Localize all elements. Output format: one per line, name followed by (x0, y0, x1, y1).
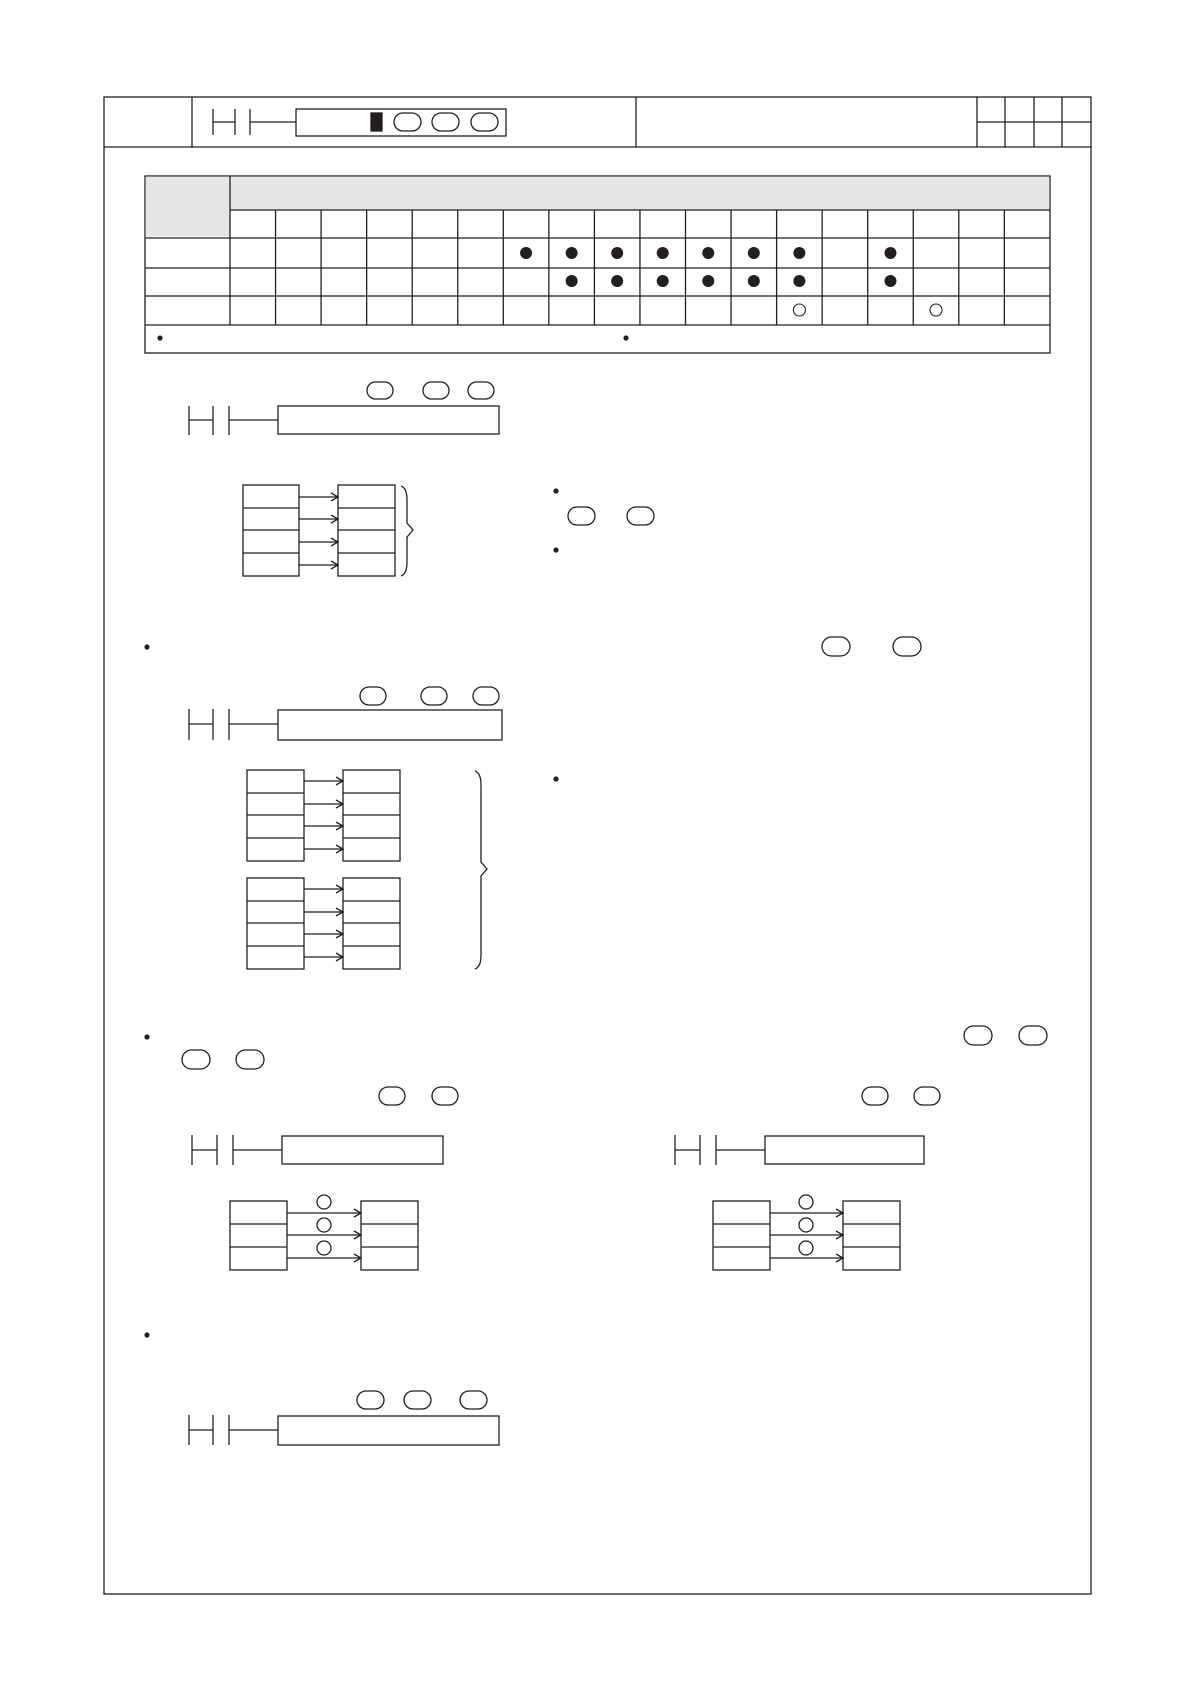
operand-oval (1019, 1026, 1047, 1045)
section-3-intro (144, 1026, 1047, 1069)
open-circle-mark (793, 304, 805, 316)
filled-dot-mark (657, 275, 669, 287)
section-4-bullet (144, 1332, 149, 1337)
section-2-ladder (189, 687, 502, 740)
device-table (145, 176, 1050, 353)
brace (401, 486, 413, 576)
filled-dot-mark (611, 275, 623, 287)
section-1-transfer-diagram (243, 485, 413, 576)
instruction-box (765, 1136, 924, 1164)
table-header-fill (146, 177, 230, 237)
operand-oval (468, 382, 494, 399)
operand-oval (404, 1391, 431, 1409)
operand-oval (914, 1087, 940, 1105)
section-1-bullets (553, 488, 654, 552)
filled-dot-mark (884, 275, 896, 287)
operand-oval-3 (471, 113, 498, 131)
filled-dot-mark (611, 247, 623, 259)
operand-oval-1 (394, 113, 421, 131)
operand-oval (822, 637, 850, 656)
header-contact-symbol (213, 109, 296, 135)
page-header (104, 97, 1091, 147)
operand-oval (236, 1050, 264, 1069)
footnote-bullet-1 (157, 335, 162, 340)
filled-dot-mark (520, 247, 532, 259)
section-3-ladder-right (675, 1087, 940, 1165)
filled-dot-mark (793, 275, 805, 287)
operand-oval (360, 687, 386, 705)
instruction-box (282, 1136, 443, 1164)
operand-oval (893, 637, 921, 656)
filled-dot-mark (884, 247, 896, 259)
filled-dot-mark (566, 275, 578, 287)
page-frame (104, 97, 1091, 1594)
operand-oval (367, 382, 393, 399)
filled-dot-mark (793, 247, 805, 259)
operand-oval (862, 1087, 888, 1105)
brace (475, 771, 487, 969)
filled-dot-mark (702, 275, 714, 287)
footnote-bullet-2 (623, 335, 628, 340)
section-4-ladder (189, 1391, 499, 1445)
section-1-ladder (189, 382, 499, 435)
operand-oval (421, 687, 447, 705)
open-circle-mark (930, 304, 942, 316)
table-header-fill-right (230, 177, 1049, 210)
operand-oval (182, 1050, 210, 1069)
instruction-box (278, 710, 502, 740)
filled-dot-mark (748, 275, 760, 287)
operand-oval (473, 687, 499, 705)
operand-oval (627, 507, 654, 525)
operand-oval (460, 1391, 487, 1409)
filled-dot-mark (657, 247, 669, 259)
operand-oval-2 (432, 113, 459, 131)
transfer-arrows (299, 493, 338, 569)
section-2-intro (144, 637, 921, 656)
operand-oval (423, 382, 449, 399)
operand-oval (379, 1087, 405, 1105)
operand-oval (432, 1087, 458, 1105)
section-2-bullet (553, 776, 558, 781)
operand-oval (568, 507, 595, 525)
instruction-box (278, 1416, 499, 1445)
section-3-ladder-left (192, 1087, 458, 1165)
section-2-transfer-diagram (247, 770, 487, 969)
operand-oval (357, 1391, 384, 1409)
filled-dot-mark (748, 247, 760, 259)
operand-oval (964, 1026, 992, 1045)
section-3-diagram-right (713, 1195, 900, 1270)
filled-dot-mark (566, 247, 578, 259)
pulse-marker (371, 113, 382, 131)
filled-dot-mark (702, 247, 714, 259)
instruction-box (278, 406, 499, 434)
section-3-diagram-left (230, 1195, 418, 1270)
